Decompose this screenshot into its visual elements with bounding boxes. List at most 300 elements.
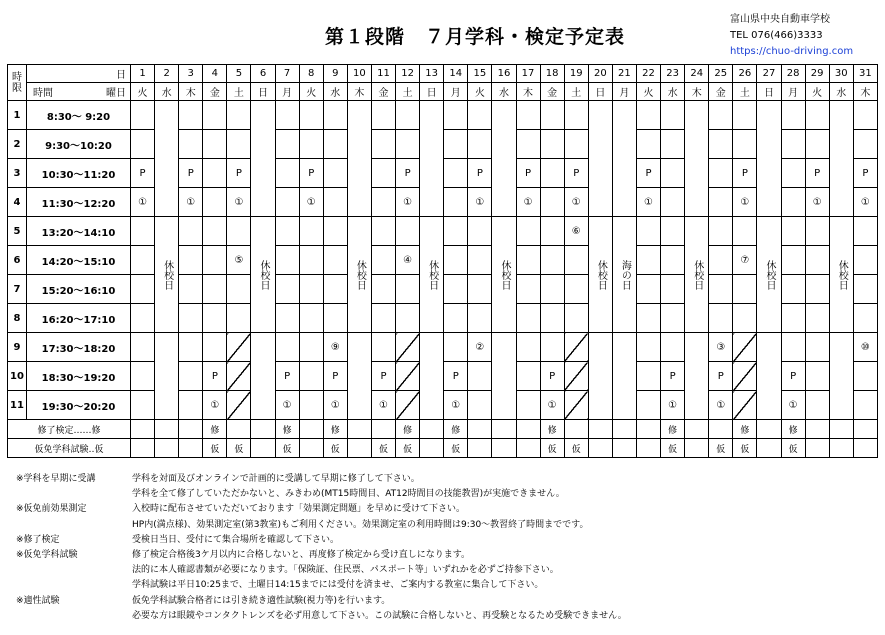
closed-day-label: 休校日 bbox=[588, 217, 612, 333]
footer-cell bbox=[564, 420, 588, 439]
closed-day-label: 休校日 bbox=[155, 217, 179, 333]
closed-day-cell bbox=[757, 101, 781, 217]
schedule-cell bbox=[444, 188, 468, 217]
closed-day-cell bbox=[420, 101, 444, 217]
weekday-cell: 月 bbox=[275, 83, 299, 101]
schedule-cell bbox=[709, 275, 733, 304]
schedule-cell bbox=[661, 101, 685, 130]
schedule-cell bbox=[275, 304, 299, 333]
weekday-cell: 火 bbox=[468, 83, 492, 101]
schedule-cell bbox=[709, 188, 733, 217]
weekday-cell: 水 bbox=[492, 83, 516, 101]
footer-cell bbox=[588, 420, 612, 439]
schedule-cell bbox=[636, 333, 660, 362]
date-cell: 4 bbox=[203, 65, 227, 83]
time-label: 時間 bbox=[33, 88, 53, 99]
date-cell: 28 bbox=[781, 65, 805, 83]
schedule-cell: ① bbox=[781, 391, 805, 420]
schedule-cell bbox=[805, 362, 829, 391]
schedule-cell bbox=[709, 304, 733, 333]
schedule-cell bbox=[299, 391, 323, 420]
closed-day-cell bbox=[612, 333, 636, 420]
unavailable-cell bbox=[733, 333, 757, 362]
schedule-cell bbox=[781, 159, 805, 188]
schedule-cell bbox=[323, 101, 347, 130]
schedule-cell bbox=[275, 130, 299, 159]
schedule-cell bbox=[131, 217, 155, 246]
footer-cell bbox=[299, 420, 323, 439]
weekday-cell: 木 bbox=[853, 83, 877, 101]
schedule-cell bbox=[396, 275, 420, 304]
schedule-cell bbox=[227, 101, 251, 130]
schedule-cell: ③ bbox=[709, 333, 733, 362]
schedule-cell bbox=[781, 130, 805, 159]
schedule-cell bbox=[540, 333, 564, 362]
schedule-cell: P bbox=[203, 362, 227, 391]
schedule-cell bbox=[733, 275, 757, 304]
schedule-cell bbox=[275, 333, 299, 362]
period-number: 9 bbox=[8, 333, 27, 362]
schedule-cell bbox=[203, 275, 227, 304]
footer-cell: 仮 bbox=[227, 439, 251, 458]
schedule-cell bbox=[323, 217, 347, 246]
schedule-table bbox=[7, 64, 878, 458]
date-cell: 2 bbox=[155, 65, 179, 83]
footer-cell bbox=[251, 420, 275, 439]
schedule-cell bbox=[853, 362, 877, 391]
school-url-link[interactable]: https://chuo-driving.com bbox=[730, 46, 854, 57]
footer-cell bbox=[131, 420, 155, 439]
note-label bbox=[16, 563, 132, 578]
schedule-cell: ① bbox=[733, 188, 757, 217]
schedule-cell bbox=[805, 275, 829, 304]
schedule-cell bbox=[805, 333, 829, 362]
schedule-cell bbox=[444, 246, 468, 275]
provisional-exam-row-label: 仮免学科試験‥仮 bbox=[8, 439, 131, 458]
schedule-cell bbox=[781, 275, 805, 304]
footer-cell: 仮 bbox=[275, 439, 299, 458]
footer-cell bbox=[516, 420, 540, 439]
schedule-cell bbox=[468, 391, 492, 420]
schedule-cell: ⑨ bbox=[323, 333, 347, 362]
closed-day-cell bbox=[492, 101, 516, 217]
period-time: 17:30～18:20 bbox=[27, 333, 131, 362]
date-cell: 8 bbox=[299, 65, 323, 83]
weekday-cell: 月 bbox=[444, 83, 468, 101]
schedule-cell: P bbox=[227, 159, 251, 188]
note-line bbox=[16, 487, 627, 502]
schedule-cell bbox=[179, 362, 203, 391]
schedule-cell bbox=[131, 304, 155, 333]
schedule-cell bbox=[853, 304, 877, 333]
footer-cell: 修 bbox=[323, 420, 347, 439]
note-text: 受検日当日、受付にて集合場所を確認して下さい。 bbox=[132, 534, 340, 545]
schedule-cell: ① bbox=[636, 188, 660, 217]
note-line bbox=[16, 563, 627, 578]
unavailable-cell bbox=[396, 333, 420, 362]
schedule-cell: P bbox=[540, 362, 564, 391]
closed-day-label: 海の日 bbox=[612, 217, 636, 333]
schedule-cell bbox=[227, 217, 251, 246]
note-text: 入校時に配布させていただいております「効果測定問題」を早めに受けて下さい。 bbox=[132, 504, 466, 515]
schedule-cell: P bbox=[781, 362, 805, 391]
schedule-cell bbox=[733, 130, 757, 159]
date-cell: 23 bbox=[661, 65, 685, 83]
day-header bbox=[27, 65, 131, 83]
schedule-cell bbox=[179, 333, 203, 362]
schedule-cell bbox=[709, 246, 733, 275]
unavailable-cell bbox=[227, 362, 251, 391]
schedule-cell bbox=[853, 130, 877, 159]
header-row-weekdays bbox=[8, 83, 878, 101]
period-time: 8:30～ 9:20 bbox=[27, 101, 131, 130]
schedule-cell bbox=[227, 130, 251, 159]
schedule-cell bbox=[709, 130, 733, 159]
schedule-cell bbox=[805, 130, 829, 159]
note-line bbox=[16, 533, 627, 548]
footer-cell bbox=[685, 420, 709, 439]
schedule-cell bbox=[131, 333, 155, 362]
schedule-cell bbox=[396, 217, 420, 246]
schedule-cell bbox=[781, 217, 805, 246]
unavailable-cell bbox=[227, 333, 251, 362]
schedule-cell: ① bbox=[853, 188, 877, 217]
schedule-cell bbox=[299, 362, 323, 391]
schedule-cell bbox=[805, 246, 829, 275]
date-cell: 5 bbox=[227, 65, 251, 83]
schedule-cell bbox=[661, 304, 685, 333]
footer-cell: 仮 bbox=[781, 439, 805, 458]
schedule-cell: P bbox=[323, 362, 347, 391]
schedule-cell: ① bbox=[516, 188, 540, 217]
closed-day-label: 休校日 bbox=[492, 217, 516, 333]
date-cell: 13 bbox=[420, 65, 444, 83]
schedule-cell bbox=[781, 101, 805, 130]
schedule-cell bbox=[636, 362, 660, 391]
schedule-cell bbox=[805, 217, 829, 246]
schedule-cell bbox=[468, 246, 492, 275]
schedule-cell bbox=[540, 188, 564, 217]
schedule-cell bbox=[131, 275, 155, 304]
schedule-cell bbox=[516, 130, 540, 159]
schedule-cell bbox=[636, 130, 660, 159]
schedule-cell bbox=[781, 333, 805, 362]
date-cell: 10 bbox=[347, 65, 371, 83]
schedule-cell bbox=[516, 362, 540, 391]
schedule-cell bbox=[203, 188, 227, 217]
weekday-cell: 金 bbox=[203, 83, 227, 101]
note-label bbox=[16, 518, 132, 533]
closed-day-cell bbox=[492, 333, 516, 420]
schedule-cell bbox=[371, 101, 395, 130]
weekday-cell: 火 bbox=[636, 83, 660, 101]
schedule-cell bbox=[540, 159, 564, 188]
period-number: 8 bbox=[8, 304, 27, 333]
footer-cell bbox=[179, 420, 203, 439]
date-cell: 14 bbox=[444, 65, 468, 83]
footer-cell bbox=[420, 439, 444, 458]
schedule-cell: ① bbox=[131, 188, 155, 217]
date-cell: 12 bbox=[396, 65, 420, 83]
footer-cell: 修 bbox=[661, 420, 685, 439]
weekday-cell: 土 bbox=[564, 83, 588, 101]
schedule-cell bbox=[661, 246, 685, 275]
footer-cell bbox=[371, 420, 395, 439]
weekday-label: 曜日 bbox=[106, 88, 126, 99]
weekday-cell: 木 bbox=[685, 83, 709, 101]
period-number: 1 bbox=[8, 101, 27, 130]
schedule-cell bbox=[540, 217, 564, 246]
footer-cell: 仮 bbox=[709, 439, 733, 458]
footer-cell bbox=[251, 439, 275, 458]
closed-day-cell bbox=[347, 101, 371, 217]
schedule-cell bbox=[733, 217, 757, 246]
closed-day-cell bbox=[685, 101, 709, 217]
schedule-cell: P bbox=[275, 362, 299, 391]
footer-cell: 修 bbox=[203, 420, 227, 439]
note-line bbox=[16, 548, 627, 563]
schedule-cell bbox=[564, 130, 588, 159]
footer-cell bbox=[492, 420, 516, 439]
schedule-cell bbox=[661, 130, 685, 159]
footer-cell bbox=[299, 439, 323, 458]
note-text: 必要な方は眼鏡やコンタクトレンズを必ず用意して下さい。この試験に合格しないと、再受験となるため受験できません。 bbox=[132, 610, 627, 621]
closed-day-cell bbox=[829, 333, 853, 420]
schedule-cell bbox=[564, 304, 588, 333]
schedule-cell: ① bbox=[275, 391, 299, 420]
period-row bbox=[8, 217, 878, 246]
note-label: ※仮免前効果測定 bbox=[16, 504, 87, 515]
period-time: 16:20～17:10 bbox=[27, 304, 131, 333]
period-number: 4 bbox=[8, 188, 27, 217]
schedule-cell bbox=[299, 101, 323, 130]
footer-cell bbox=[757, 420, 781, 439]
period-time: 15:20～16:10 bbox=[27, 275, 131, 304]
time-weekday-header bbox=[27, 83, 131, 101]
schedule-cell bbox=[371, 275, 395, 304]
schedule-cell bbox=[733, 304, 757, 333]
schedule-cell: ① bbox=[323, 391, 347, 420]
schedule-cell bbox=[299, 304, 323, 333]
schedule-cell bbox=[516, 246, 540, 275]
closed-day-label: 休校日 bbox=[757, 217, 781, 333]
note-label bbox=[16, 609, 132, 624]
footer-cell bbox=[492, 439, 516, 458]
schedule-cell bbox=[636, 391, 660, 420]
footer-cell bbox=[179, 439, 203, 458]
note-label bbox=[16, 487, 132, 502]
schedule-cell bbox=[179, 304, 203, 333]
unavailable-cell bbox=[396, 362, 420, 391]
period-number: 6 bbox=[8, 246, 27, 275]
footer-cell: 仮 bbox=[661, 439, 685, 458]
weekday-cell: 火 bbox=[131, 83, 155, 101]
schedule-cell bbox=[540, 101, 564, 130]
day-label: 日 bbox=[116, 70, 126, 81]
schedule-cell bbox=[323, 188, 347, 217]
provisional-exam-row bbox=[8, 439, 878, 458]
schedule-cell: ① bbox=[396, 188, 420, 217]
completion-test-row-label: 修了検定……修 bbox=[8, 420, 131, 439]
schedule-cell bbox=[540, 304, 564, 333]
footer-cell: 仮 bbox=[444, 439, 468, 458]
school-tel: TEL 076(466)3333 bbox=[730, 30, 823, 41]
footer-cell: 修 bbox=[275, 420, 299, 439]
closed-day-cell bbox=[251, 333, 275, 420]
schedule-cell bbox=[227, 304, 251, 333]
schedule-cell bbox=[636, 246, 660, 275]
footer-cell bbox=[155, 420, 179, 439]
schedule-cell: ① bbox=[444, 391, 468, 420]
note-line bbox=[16, 609, 627, 624]
schedule-cell bbox=[661, 159, 685, 188]
schedule-cell bbox=[275, 275, 299, 304]
page-title: 第１段階 ７月学科・検定予定表 bbox=[325, 26, 626, 48]
schedule-cell bbox=[636, 304, 660, 333]
schedule-cell bbox=[371, 217, 395, 246]
schedule-cell bbox=[636, 217, 660, 246]
schedule-cell bbox=[371, 188, 395, 217]
footer-cell: 仮 bbox=[203, 439, 227, 458]
period-number: 11 bbox=[8, 391, 27, 420]
schedule-cell bbox=[468, 304, 492, 333]
schedule-cell bbox=[371, 159, 395, 188]
note-line bbox=[16, 578, 627, 593]
footer-cell bbox=[612, 420, 636, 439]
weekday-cell: 月 bbox=[781, 83, 805, 101]
footer-cell bbox=[709, 420, 733, 439]
unavailable-cell bbox=[733, 391, 757, 420]
footer-cell: 仮 bbox=[564, 439, 588, 458]
weekday-cell: 木 bbox=[516, 83, 540, 101]
schedule-cell bbox=[516, 304, 540, 333]
schedule-cell bbox=[131, 101, 155, 130]
unavailable-cell bbox=[733, 362, 757, 391]
schedule-cell bbox=[805, 304, 829, 333]
date-cell: 6 bbox=[251, 65, 275, 83]
closed-day-cell bbox=[347, 333, 371, 420]
header-row-days bbox=[8, 65, 878, 83]
schedule-cell bbox=[179, 391, 203, 420]
footer-cell: 仮 bbox=[396, 439, 420, 458]
schedule-cell bbox=[371, 304, 395, 333]
schedule-cell bbox=[805, 391, 829, 420]
schedule-cell bbox=[636, 275, 660, 304]
footer-cell bbox=[420, 420, 444, 439]
weekday-cell: 火 bbox=[299, 83, 323, 101]
weekday-cell: 金 bbox=[540, 83, 564, 101]
schedule-cell bbox=[733, 101, 757, 130]
schedule-cell: P bbox=[805, 159, 829, 188]
footer-cell bbox=[612, 439, 636, 458]
footer-cell: 仮 bbox=[733, 439, 757, 458]
schedule-cell: ⑥ bbox=[564, 217, 588, 246]
schedule-cell bbox=[468, 101, 492, 130]
footer-cell bbox=[227, 420, 251, 439]
period-time: 13:20～14:10 bbox=[27, 217, 131, 246]
period-time: 11:30～12:20 bbox=[27, 188, 131, 217]
schedule-cell bbox=[444, 217, 468, 246]
schedule-cell bbox=[709, 217, 733, 246]
period-number: 3 bbox=[8, 159, 27, 188]
schedule-cell bbox=[781, 304, 805, 333]
schedule-cell: ① bbox=[564, 188, 588, 217]
period-row bbox=[8, 101, 878, 130]
schedule-cell bbox=[275, 159, 299, 188]
date-cell: 16 bbox=[492, 65, 516, 83]
schedule-cell bbox=[805, 101, 829, 130]
footer-cell: 仮 bbox=[371, 439, 395, 458]
date-cell: 27 bbox=[757, 65, 781, 83]
weekday-cell: 木 bbox=[179, 83, 203, 101]
schedule-cell: P bbox=[636, 159, 660, 188]
note-line bbox=[16, 502, 627, 517]
note-label bbox=[16, 578, 132, 593]
schedule-cell: ① bbox=[371, 391, 395, 420]
period-number: 7 bbox=[8, 275, 27, 304]
schedule-cell bbox=[203, 159, 227, 188]
date-cell: 21 bbox=[612, 65, 636, 83]
schedule-cell: P bbox=[179, 159, 203, 188]
schedule-cell: ① bbox=[661, 391, 685, 420]
unavailable-cell bbox=[564, 333, 588, 362]
period-row bbox=[8, 333, 878, 362]
schedule-cell bbox=[853, 217, 877, 246]
closed-day-cell bbox=[829, 101, 853, 217]
closed-day-cell bbox=[685, 333, 709, 420]
schedule-cell: ① bbox=[299, 188, 323, 217]
schedule-cell bbox=[179, 217, 203, 246]
weekday-cell: 日 bbox=[588, 83, 612, 101]
schedule-cell bbox=[371, 130, 395, 159]
closed-day-cell bbox=[588, 101, 612, 217]
schedule-cell bbox=[323, 246, 347, 275]
date-cell: 15 bbox=[468, 65, 492, 83]
schedule-cell bbox=[396, 130, 420, 159]
schedule-cell bbox=[179, 130, 203, 159]
schedule-cell: ① bbox=[540, 391, 564, 420]
period-time: 10:30～11:20 bbox=[27, 159, 131, 188]
note-line bbox=[16, 518, 627, 533]
note-text: 仮免学科試験合格者には引き続き適性試験(視力等)を行います。 bbox=[132, 595, 391, 606]
schedule-cell bbox=[179, 101, 203, 130]
schedule-cell: ① bbox=[227, 188, 251, 217]
school-info bbox=[730, 12, 853, 60]
closed-day-label: 休校日 bbox=[420, 217, 444, 333]
weekday-cell: 土 bbox=[396, 83, 420, 101]
unavailable-cell bbox=[227, 391, 251, 420]
date-cell: 9 bbox=[323, 65, 347, 83]
schedule-cell bbox=[853, 246, 877, 275]
schedule-cell: ② bbox=[468, 333, 492, 362]
note-label: ※仮免学科試験 bbox=[16, 550, 78, 561]
note-text: 修了検定合格後3ケ月以内に合格しないと、再度修了検定から受け直しになります。 bbox=[132, 550, 471, 561]
schedule-cell bbox=[179, 275, 203, 304]
period-number: 10 bbox=[8, 362, 27, 391]
period-time: 14:20～15:10 bbox=[27, 246, 131, 275]
date-cell: 11 bbox=[371, 65, 395, 83]
schedule-cell bbox=[564, 246, 588, 275]
footer-cell bbox=[131, 439, 155, 458]
weekday-cell: 月 bbox=[612, 83, 636, 101]
period-time: 9:30～10:20 bbox=[27, 130, 131, 159]
schedule-cell bbox=[299, 217, 323, 246]
footer-cell: 修 bbox=[733, 420, 757, 439]
closed-day-cell bbox=[612, 101, 636, 217]
school-name: 富山県中央自動車学校 bbox=[730, 14, 830, 25]
schedule-cell bbox=[323, 159, 347, 188]
schedule-cell: P bbox=[564, 159, 588, 188]
